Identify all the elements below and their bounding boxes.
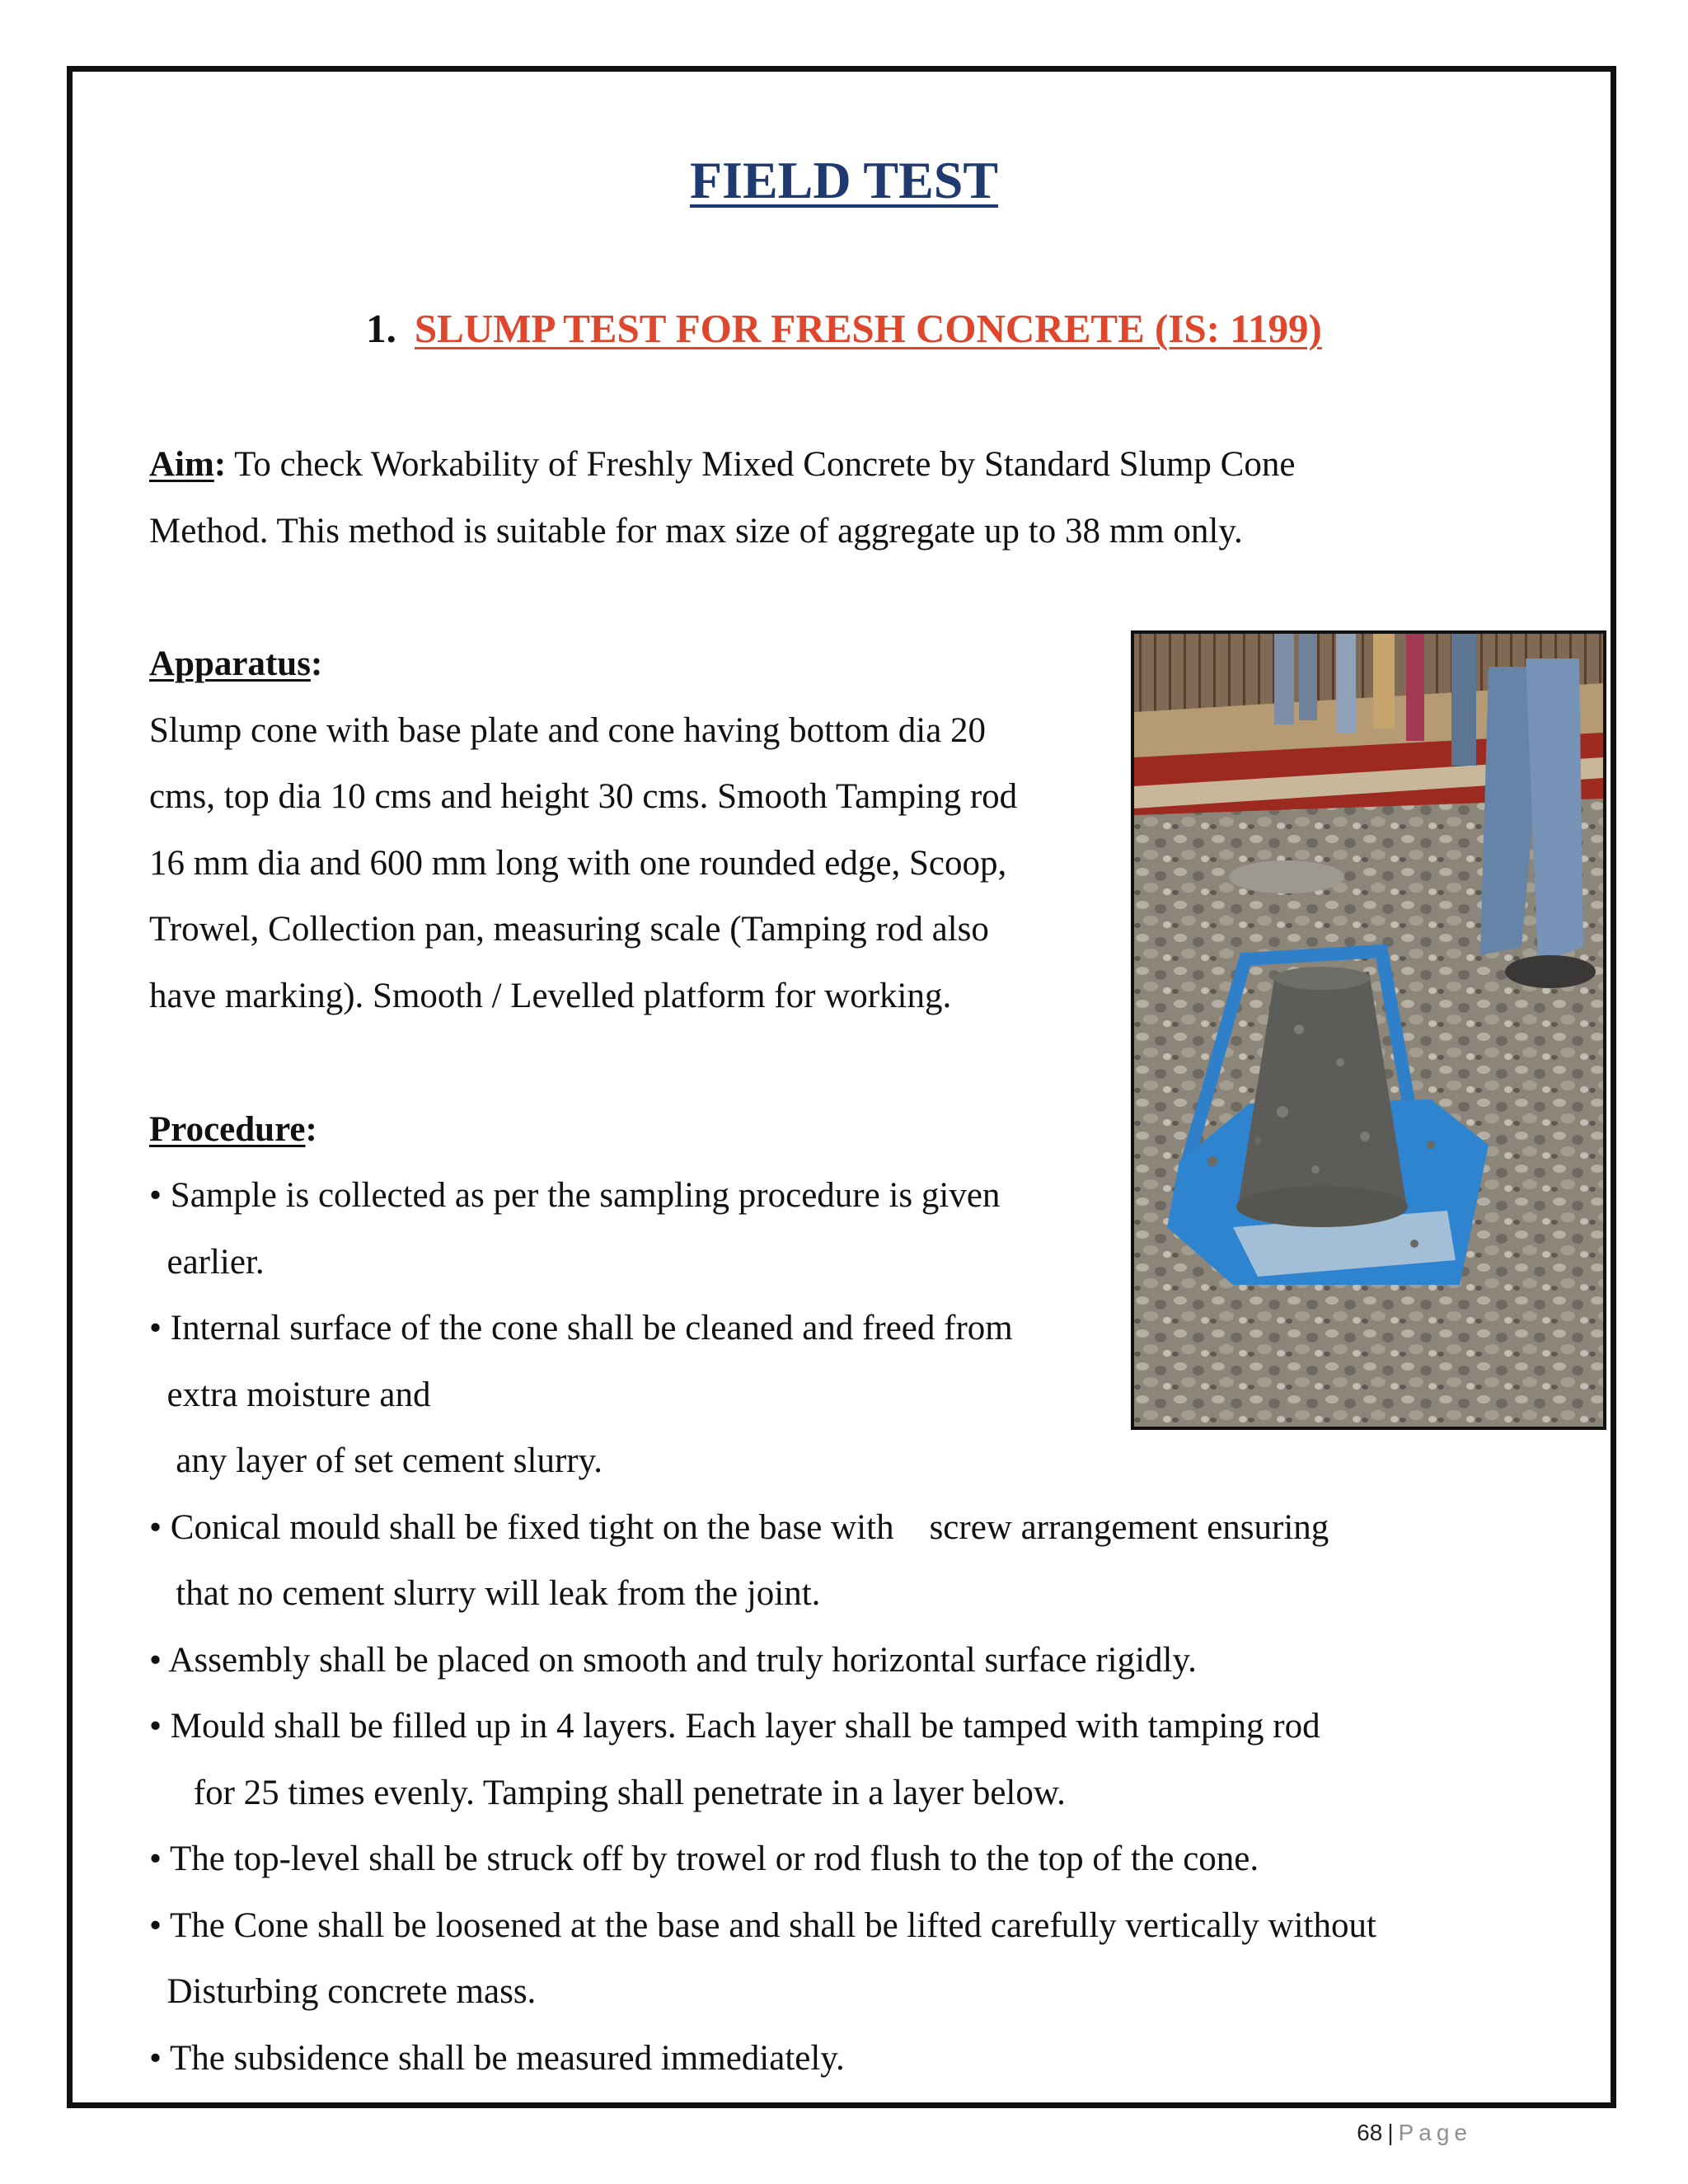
procedure-line-10: for 25 times evenly. Tamping shall penetrate in a layer below. xyxy=(149,1774,1066,1812)
apparatus-line-3: 16 mm dia and 600 mm long with one rounded edge, Scoop, xyxy=(149,844,1007,883)
page-title: FIELD TEST xyxy=(689,151,999,209)
apparatus-line-1: Slump cone with base plate and cone having bottom dia 20 xyxy=(149,711,987,750)
aim-label: Aim xyxy=(149,445,214,484)
apparatus-line-2: cms, top dia 10 cms and height 30 cms. Smooth Tamping rod xyxy=(149,777,1018,816)
section-heading xyxy=(0,305,1688,352)
procedure-line-8: • Assembly shall be placed on smooth and truly horizontal surface rigidly. xyxy=(149,1641,1197,1680)
page-footer: 68 | Page xyxy=(1357,2120,1472,2145)
procedure-line-7: that no cement slurry will leak from the joint. xyxy=(149,1574,821,1613)
procedure-heading: Procedure: xyxy=(149,1110,317,1149)
procedure-line-6: • Conical mould shall be fixed tight on the base with screw arrangement ensuring xyxy=(149,1508,1329,1547)
section-number: 1. xyxy=(366,306,396,351)
page-number: 68 xyxy=(1357,2120,1383,2145)
procedure-line-13: Disturbing concrete mass. xyxy=(149,1972,537,2011)
procedure-line-4: extra moisture and xyxy=(149,1376,431,1414)
procedure-line-9: • Mould shall be filled up in 4 layers. Each layer shall be tamped with tamping rod xyxy=(149,1707,1320,1746)
procedure-line-1: • Sample is collected as per the sampling procedure is given xyxy=(149,1176,1001,1215)
aim-line-2: Method. This method is suitable for max size of aggregate up to 38 mm only. xyxy=(149,512,1243,551)
aim-line-1: Aim: To check Workability of Freshly Mixed Concrete by Standard Slump Cone xyxy=(149,445,1296,484)
slump-cone-photo xyxy=(1131,630,1606,1430)
procedure-line-14: • The subsidence shall be measured immediately. xyxy=(149,2039,845,2078)
procedure-line-5: any layer of set cement slurry. xyxy=(149,1441,603,1480)
apparatus-label: Apparatus xyxy=(149,644,311,683)
section-title: SLUMP TEST FOR FRESH CONCRETE (IS: 1199) xyxy=(414,306,1322,351)
apparatus-heading: Apparatus: xyxy=(149,644,323,683)
apparatus-line-4: Trowel, Collection pan, measuring scale (Tamping rod also xyxy=(149,910,989,949)
apparatus-line-5: have marking). Smooth / Levelled platform for working. xyxy=(149,977,952,1015)
page-word: Page xyxy=(1398,2120,1472,2145)
procedure-line-11: • The top-level shall be struck off by trowel or rod flush to the top of the cone. xyxy=(149,1840,1259,1878)
procedure-line-12: • The Cone shall be loosened at the base and shall be lifted carefully vertically without xyxy=(149,1906,1376,1945)
procedure-line-3: • Internal surface of the cone shall be cleaned and freed from xyxy=(149,1309,1013,1347)
procedure-label: Procedure xyxy=(149,1110,306,1149)
procedure-line-2: earlier. xyxy=(149,1243,265,1282)
